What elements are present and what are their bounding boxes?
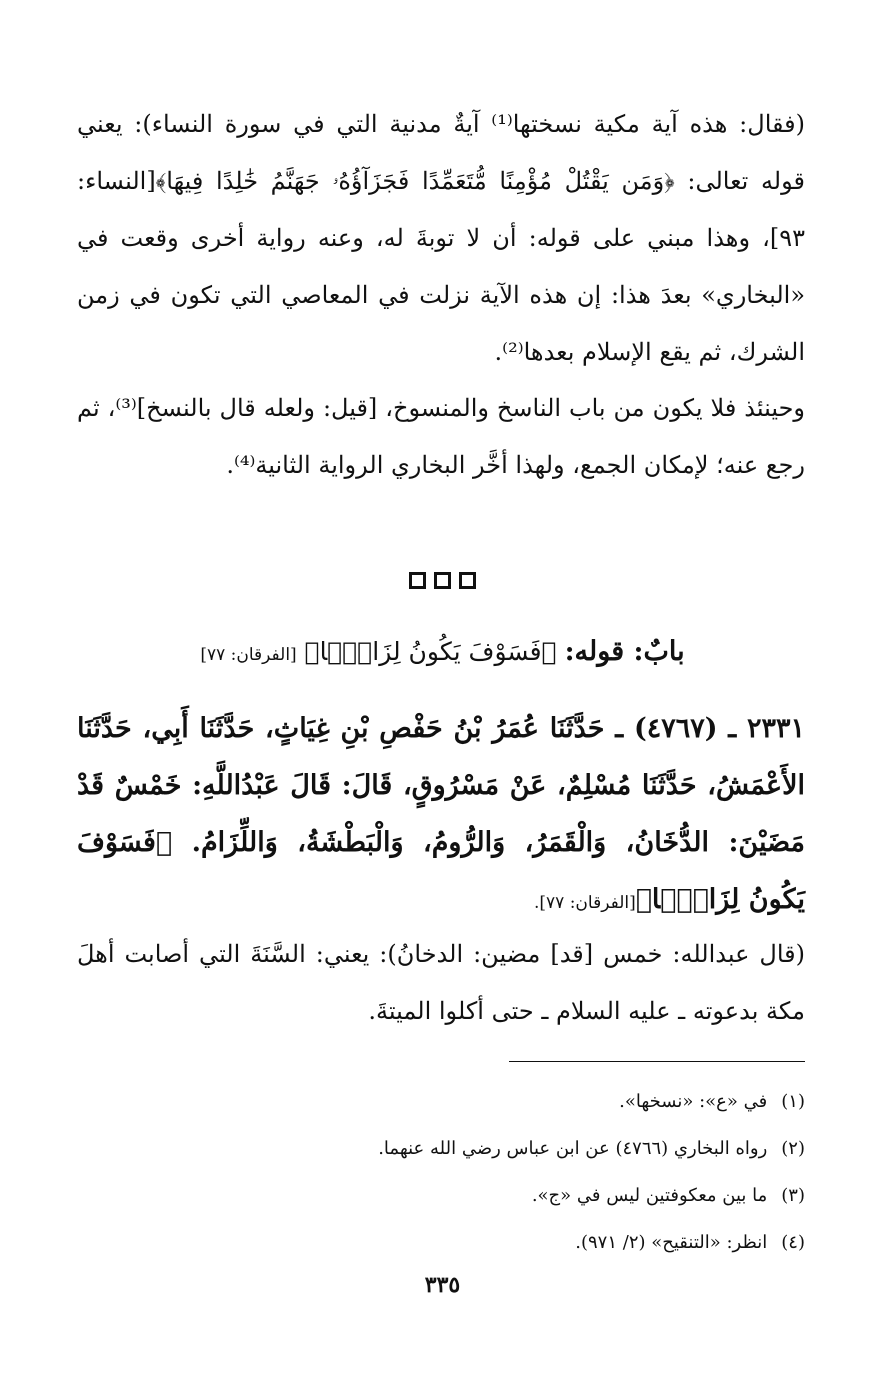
footnote-item: [77, 1078, 805, 1125]
footnote-text: رواه البخاري (٤٧٦٦) عن ابن عباس رضي الله عنهما.: [378, 1138, 768, 1159]
commentary-paragraph-3: (قال عبدالله: خمس [قد] مضين: الدخانُ): يعني: السَّنَةَ التي أصابت أهلَ مكة بدعوته ـ عليه السلام ـ حتى أكلوا الميتةَ.: [77, 940, 805, 1025]
separator-box-icon: [459, 572, 476, 589]
commentary-paragraph-1: (فقال: هذه آية مكية نسختها⁽¹⁾ آيةٌ مدنية التي في سورة النساء): يعني قوله تعالى: ﴿وَمَن يَقْتُلْ مُؤْمِنًا مُّتَعَمِّدًا فَجَزَآؤُهُۥ جَهَنَّمُ خَٰلِدًا فِيهَا﴾[النساء: ٩٣]، وهذا مبني على قوله: أن لا توبةَ له، وعنه رواية أخرى وقعت في «البخاري» بعدَ هذا: إن هذه الآية نزلت في المعاصي التي تكون في زمن الشرك، ثم يقع الإسلام بعدها⁽²⁾.: [77, 110, 805, 366]
footnote-item: [77, 1219, 805, 1266]
footnote-text: ما بين معكوفتين ليس في «ج».: [531, 1185, 768, 1206]
footnote-number: (١): [781, 1091, 805, 1112]
footnotes: [77, 1078, 805, 1266]
hadith-body: ٢٣٣١ ـ (٤٧٦٧) ـ حَدَّثَنَا عُمَرُ بْنُ حَفْصِ بْنِ غِيَاثٍ، حَدَّثَنَا أَبِي، حَدَّثَنَا الأَعْمَشُ، حَدَّثَنَا مُسْلِمٌ، عَنْ مَسْرُوقٍ، قَالَ: قَالَ عَبْدُاللَّهِ: خَمْسٌ قَدْ مَضَيْنَ: الدُّخَانُ، وَالْقَمَرُ، وَالرُّومُ، وَالْبَطْشَةُ، وَاللِّزَامُ. ﴿فَسَوْفَ يَكُونُ لِزَامًۢا﴾: [77, 713, 805, 915]
section-separator: [0, 566, 885, 596]
chapter-heading: [0, 630, 885, 677]
chapter-heading-verse: ﴿فَسَوْفَ يَكُونُ لِزَامًۢا﴾: [304, 637, 557, 666]
commentary-paragraph-2: وحينئذ فلا يكون من باب الناسخ والمنسوخ، [قيل: ولعله قال بالنسخ]⁽³⁾، ثم رجع عنه؛ لإمكان الجمع، ولهذا أخَّر البخاري الرواية الثانية⁽⁴⁾.: [77, 394, 806, 479]
separator-box-icon: [409, 572, 426, 589]
footnote-number: (٢): [781, 1138, 805, 1159]
footnote-text: انظر: «التنقيح» (٢/ ٩٧١).: [575, 1232, 768, 1253]
page-number: ٣٣٥: [424, 1272, 461, 1298]
footnote-divider: [509, 1061, 805, 1062]
footnote-item: [77, 1172, 805, 1219]
footnote-number: (٤): [781, 1232, 805, 1253]
chapter-heading-label: بابٌ: قوله:: [564, 636, 685, 667]
footnote-text: في «ع»: «نسخها».: [619, 1091, 768, 1112]
hadith-reference: [الفرقان: ٧٧].: [533, 893, 636, 913]
footnote-number: (٣): [781, 1185, 805, 1206]
chapter-heading-reference: [الفرقان: ٧٧]: [200, 645, 297, 665]
separator-box-icon: [434, 572, 451, 589]
hadith-text: [77, 700, 805, 932]
footnote-item: [77, 1125, 805, 1172]
